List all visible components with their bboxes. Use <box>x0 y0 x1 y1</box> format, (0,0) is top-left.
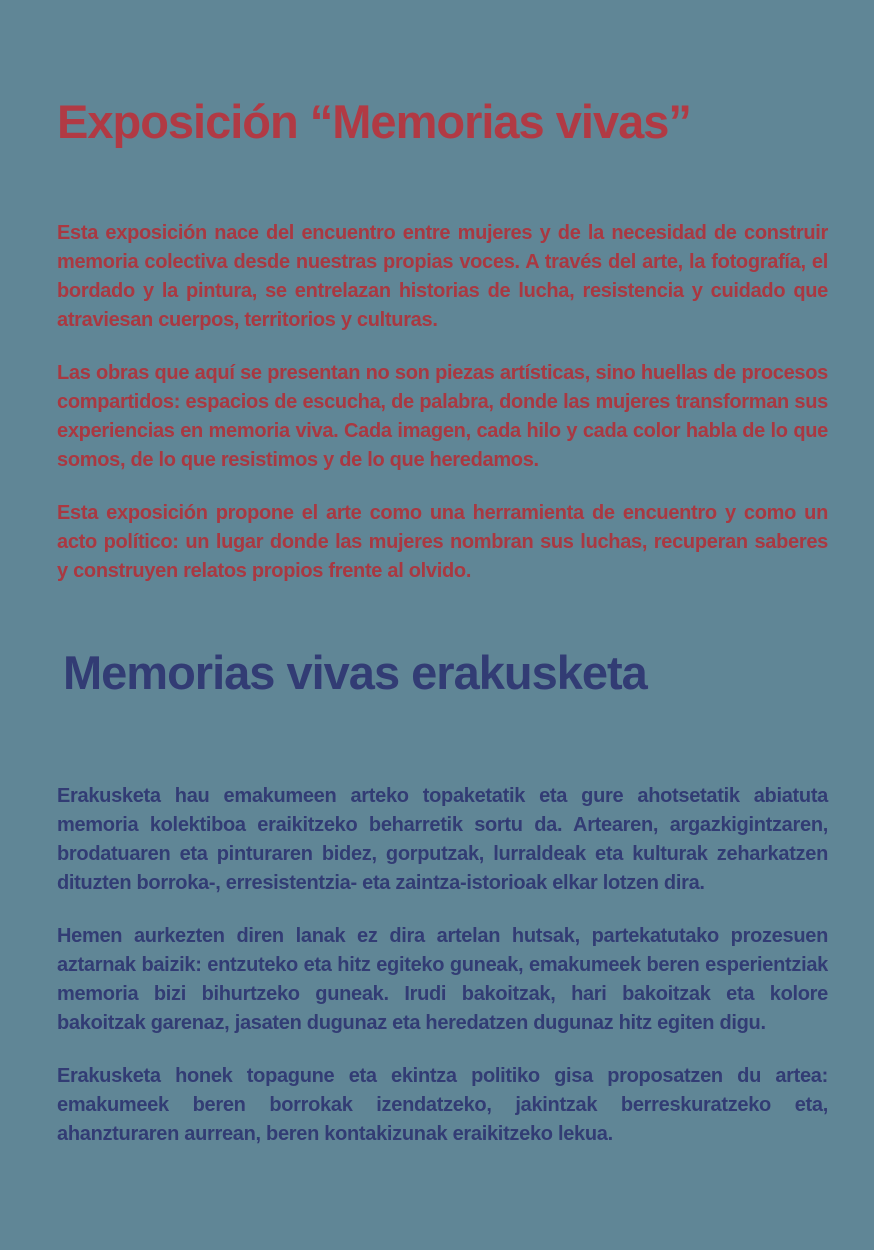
basque-section <box>57 648 828 1149</box>
basque-title: Memorias vivas erakusketa <box>63 646 647 699</box>
spanish-section <box>57 0 828 586</box>
basque-paragraphs <box>57 782 828 1149</box>
spanish-paragraph-3: Esta exposición propone el arte como una herramienta de encuentro y como un acto político: un lugar donde las mujeres nombran sus luchas, recuperan saberes y construyen relatos propios frente al olvido. <box>57 502 828 582</box>
spanish-paragraphs <box>57 219 828 586</box>
spanish-title: Exposición “Memorias vivas” <box>57 95 691 148</box>
basque-paragraph-1: Erakusketa hau emakumeen arteko topaketatik eta gure ahotsetatik abiatuta memoria kolektiboa eraikitzeko beharretik sortu da. Artearen, argazkigintzaren, brodatuaren eta pinturaren bidez, gorputzak, lurraldeak eta kulturak zeharkatzen dituzten borroka-, erresistentzia- eta zaintza-istorioak elkar lotzen dira. <box>57 785 828 894</box>
spanish-paragraph-1: Esta exposición nace del encuentro entre mujeres y de la necesidad de construir memoria colectiva desde nuestras propias voces. A través del arte, la fotografía, el bordado y la pintura, se entrelazan historias de lucha, resistencia y cuidado que atraviesan cuerpos, territorios y culturas. <box>57 222 828 331</box>
basque-paragraph-3: Erakusketa honek topagune eta ekintza politiko gisa proposatzen du artea: emakumeek beren borrokak izendatzeko, jakintzak berreskuratzeko eta, ahanzturaren aurrean, beren kontakizunak eraikitzeko lekua. <box>57 1065 828 1145</box>
basque-paragraph-2: Hemen aurkezten diren lanak ez dira artelan hutsak, partekatutako prozesuen aztarnak baizik: entzuteko eta hitz egiteko guneak, emakumeek beren esperientziak memoria bizi bihurtzeko guneak. Irudi bakoitzak, hari bakoitzak eta kolore bakoitzak garenaz, jasaten dugunaz eta heredatzen dugunaz hitz egiten digu. <box>57 925 828 1034</box>
spanish-paragraph-2: Las obras que aquí se presentan no son piezas artísticas, sino huellas de procesos compartidos: espacios de escucha, de palabra, donde las mujeres transforman sus experiencias en memoria viva. Cada imagen, cada hilo y cada color habla de lo que somos, de lo que resistimos y de lo que heredamos. <box>57 362 828 471</box>
